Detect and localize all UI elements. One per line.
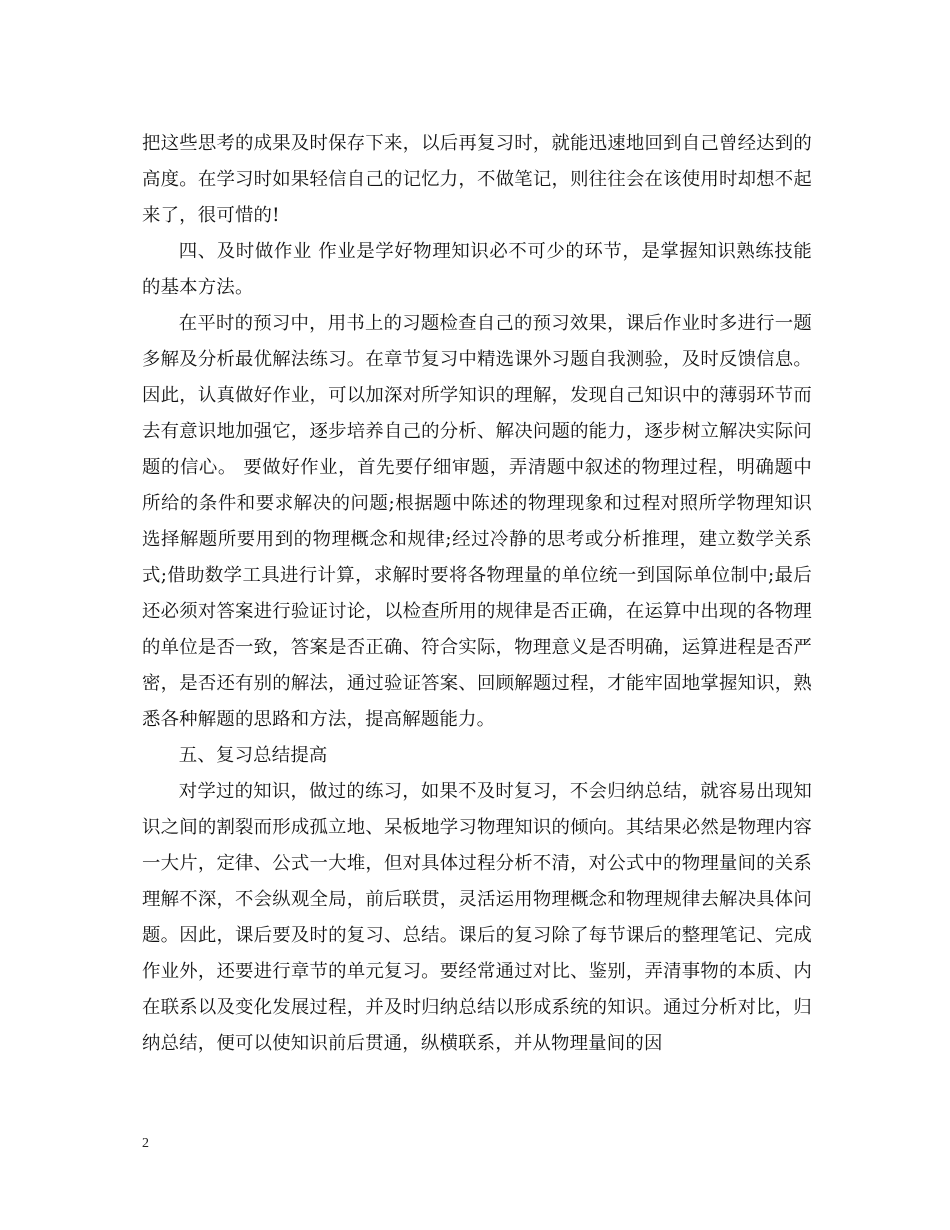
paragraph-review-summary: 对学过的知识，做过的练习，如果不及时复习，不会归纳总结，就容易出现知识之间的割裂而形成孤立地、呆板地学习物理知识的倾向。其结果必然是物理内容一大片，定律、公式一大堆，但对具体过程分析不清，对公式中的物理量间的关系理解不深，不会纵观全局，前后联贯，灵活运用物理概念和物理规律去解决具体问题。因此，课后要及时的复习、总结。课后的复习除了每节课后的整理笔记、完成作业外，还要进行章节的单元复习。要经常通过对比、鉴别，弄清事物的本质、内在联系以及变化发展过程，并及时归纳总结以形成系统的知识。通过分析对比，归纳总结，便可以使知识前后贯通，纵横联系，并从物理量间的因 — [142, 781, 812, 1054]
paragraph-note-saving: 把这些思考的成果及时保存下来，以后再复习时，就能迅速地回到自己曾经达到的高度。在学习时如果轻信自己的记忆力，不做笔记，则往往会在该使用时却想不起来了，很可惜的! — [142, 133, 812, 226]
section-heading-homework: 四、及时做作业 作业是学好物理知识必不可少的环节，是掌握知识熟练技能的基本方法。 — [142, 241, 812, 298]
page-number: 2 — [142, 1136, 149, 1151]
section-heading-review: 五、复习总结提高 — [178, 745, 328, 766]
paragraph-homework-method: 在平时的预习中，用书上的习题检查自己的预习效果，课后作业时多进行一题多解及分析最优解法练习。在章节复习中精选课外习题自我测验，及时反馈信息。因此，认真做好作业，可以加深对所学知识的理解，发现自己知识中的薄弱环节而去有意识地加强它，逐步培养自己的分析、解决问题的能力，逐步树立解决实际问题的信心。 要做好作业，首先要仔细审题，弄清题中叙述的物理过程，明确题中所给的条件和要求解决的问题;根据题中陈述的物理现象和过程对照所学物理知识选择解题所要用到的物理概念和规律;经过冷静的思考或分析推理，建立数学关系式;借助数学工具进行计算，求解时要将各物理量的单位统一到国际单位制中;最后还必须对答案进行验证讨论，以检查所用的规律是否正确，在运算中出现的各物理的单位是否一致，答案是否正确、符合实际，物理意义是否明确，运算进程是否严密，是否还有别的解法，通过验证答案、回顾解题过程，才能牢固地掌握知识，熟悉各种解题的思路和方法，提高解题能力。 — [142, 313, 812, 730]
document-body — [142, 126, 812, 1062]
